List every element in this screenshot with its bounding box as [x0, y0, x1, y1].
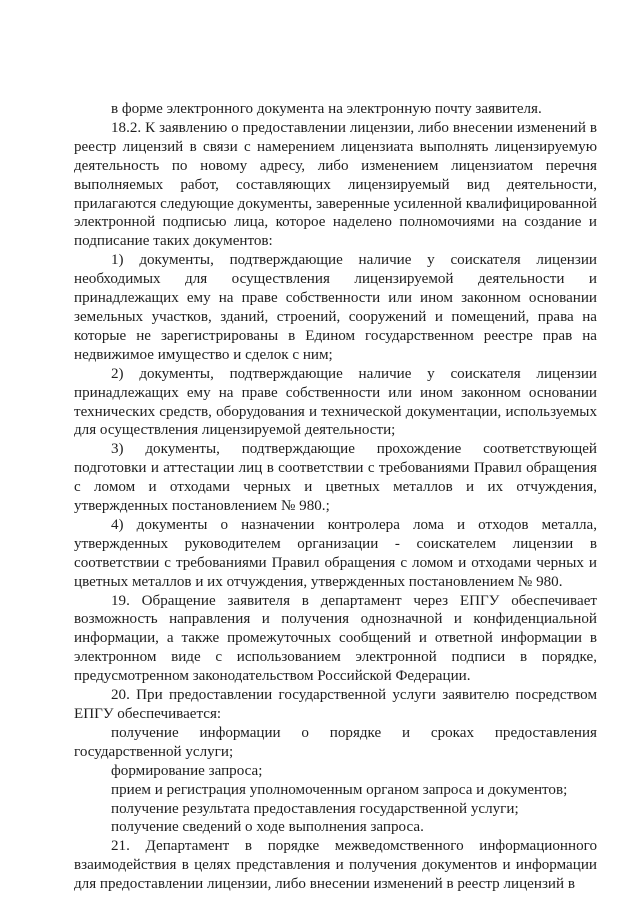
paragraph-item-1: 1) документы, подтверждающие наличие у соискателя лицензии необходимых для осуществления лицензируемой деятельности и принадлежащих ему на праве собственности или ином законном основании земельных участков, зданий, строений, сооружений и помещений, права на которые не зарегистрированы в Едином государственном реестре прав на недвижимое имущество и сделок с ним;	[74, 252, 597, 363]
paragraph-20-item-result: получение результата предоставления государственной услуги;	[111, 800, 519, 817]
paragraph-20: 20. При предоставлении государственной услуги заявителю посредством ЕПГУ обеспечивается:	[74, 687, 597, 722]
paragraph-20-item-status: получение сведений о ходе выполнения запроса.	[111, 819, 424, 836]
paragraph-21: 21. Департамент в порядке межведомственного информационного взаимодействия в целях представления и получения документов и информации для предоставлении лицензии, либо внесении изменений в реестр лицензий в	[74, 838, 597, 893]
paragraph-item-4: 4) документы о назначении контролера лома и отходов металла, утвержденных руководителем организации - соискателем лицензии в соответствии с требованиями Правил обращения с ломом и отходами черных и цветных металлов и их отчуждения, утвержденных постановлением № 980.	[74, 516, 597, 590]
paragraph-20-item-registration: прием и регистрация уполномоченным органом запроса и документов;	[111, 781, 568, 798]
paragraph-18-2: 18.2. К заявлению о предоставлении лицензии, либо внесении изменений в реестр лицензий в связи с намерением лицензиата выполнять лицензируемую деятельность по новому адресу, либо изменением лицензиатом перечня выполняемых работ, составляющих лицензируемый вид деятельности, прилагаются следующие документы, заверенные усиленной квалифицированной электронной подписью лица, которое наделено полномочиями на создание и подписание таких документов:	[74, 119, 597, 250]
paragraph-item-2: 2) документы, подтверждающие наличие у соискателя лицензии принадлежащих ему на праве собственности или ином законном основании технических средств, оборудования и технической документации, используемых для осуществления лицензируемой деятельности;	[74, 365, 597, 439]
paragraph-continuation: в форме электронного документа на электронную почту заявителя.	[111, 101, 542, 117]
document-text	[74, 100, 597, 894]
paragraph-20-item-info: получение информации о порядке и сроках предоставления государственной услуги;	[74, 724, 597, 760]
paragraph-19: 19. Обращение заявителя в департамент через ЕПГУ обеспечивает возможность направления и получения однозначной и конфиденциальной информации, а также промежуточных сообщений и ответной информации в электронном виде с использованием электронной подписи в порядке, предусмотренном законодательством Российской Федерации.	[74, 592, 597, 685]
paragraph-20-item-request: формирование запроса;	[111, 762, 263, 779]
paragraph-item-3: 3) документы, подтверждающие прохождение соответствующей подготовки и аттестации лиц в соответствии с требованиями Правил обращения с ломом и отходами черных и цветных металлов и их отчуждения, утвержденных постановлением № 980.;	[74, 441, 597, 515]
